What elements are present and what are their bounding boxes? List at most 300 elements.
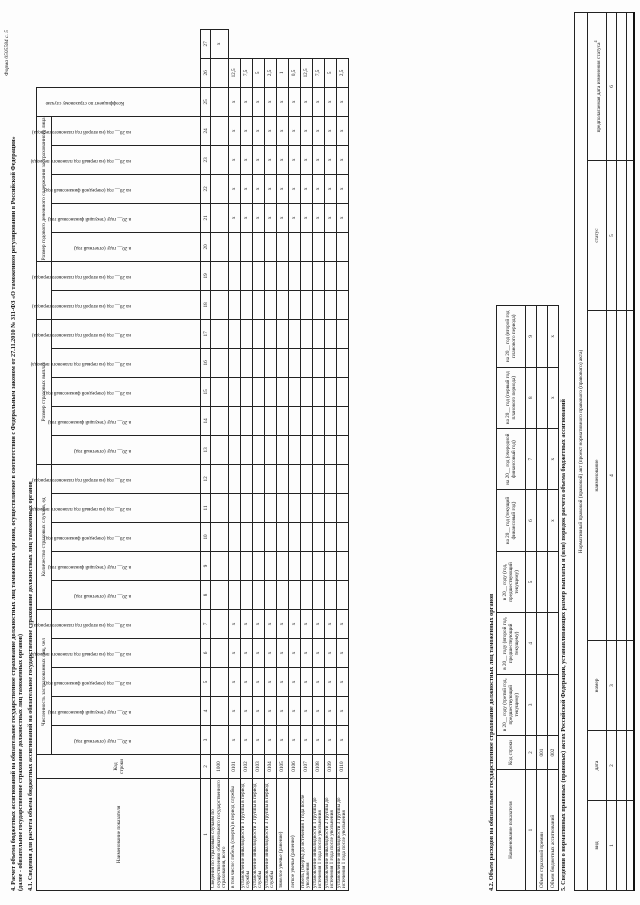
column-number: 1 (526, 770, 537, 891)
data-cell[interactable] (336, 232, 348, 261)
data-cell[interactable] (300, 319, 312, 348)
data-cell: x (336, 697, 348, 726)
data-cell[interactable] (211, 203, 229, 232)
data-cell: x (336, 87, 348, 116)
data-cell: x (252, 697, 264, 726)
data-cell[interactable] (336, 464, 348, 493)
data-cell[interactable] (300, 261, 312, 290)
data-cell: x (300, 726, 312, 755)
data-cell[interactable] (240, 580, 252, 609)
data-cell[interactable] (288, 493, 300, 522)
data-cell[interactable] (228, 580, 240, 609)
data-cell[interactable] (264, 406, 276, 435)
data-cell: x (252, 668, 264, 697)
data-cell: x (300, 174, 312, 203)
data-cell[interactable] (548, 551, 559, 612)
column-number: 8 (201, 580, 211, 609)
data-cell: x (276, 203, 288, 232)
column-number: 4 (526, 613, 537, 674)
data-cell[interactable] (240, 522, 252, 551)
data-cell: x (288, 697, 300, 726)
data-cell[interactable] (211, 145, 229, 174)
data-cell[interactable] (211, 116, 229, 145)
data-cell[interactable] (312, 377, 324, 406)
data-cell[interactable] (252, 464, 264, 493)
col-header: наименование (588, 311, 607, 641)
data-cell: x (288, 668, 300, 697)
column-number: 4 (607, 311, 617, 641)
data-cell[interactable] (324, 435, 336, 464)
data-cell[interactable] (276, 377, 288, 406)
sub-header-cell: на 20__ год (очередной финансовый год) (52, 174, 201, 203)
data-cell[interactable] (300, 435, 312, 464)
data-cell[interactable] (324, 464, 336, 493)
data-cell[interactable] (252, 551, 264, 580)
data-cell[interactable] (288, 319, 300, 348)
data-cell[interactable] (228, 435, 240, 464)
column-number: 14 (201, 406, 211, 435)
sub-header-cell: на 20__ год (на второй год планового периода) (52, 261, 201, 290)
data-cell[interactable] (312, 406, 324, 435)
data-cell: x (240, 203, 252, 232)
col-header-year: на 20__ год (очередной финансовый год) (497, 428, 526, 489)
data-cell[interactable] (240, 435, 252, 464)
data-cell[interactable] (324, 377, 336, 406)
column-number: 8 (526, 367, 537, 428)
data-cell: x (324, 609, 336, 638)
row-code: 0102 (240, 755, 252, 779)
data-cell[interactable] (264, 290, 276, 319)
data-cell[interactable] (324, 290, 336, 319)
data-cell[interactable] (211, 232, 229, 261)
table-row (336, 12, 348, 890)
data-cell[interactable] (336, 493, 348, 522)
col-header-year: в 20__ году (третий год, предшествующий текущему) (497, 674, 526, 735)
sub-header-cell: на 20__ год (на второй год планового периода) (52, 319, 201, 348)
data-cell[interactable] (211, 609, 229, 638)
data-cell[interactable] (211, 406, 229, 435)
col-header-year: на 20__ год (текущий финансовый год) (497, 490, 526, 551)
data-cell: x (288, 145, 300, 174)
data-cell[interactable] (264, 319, 276, 348)
data-cell[interactable] (211, 58, 229, 87)
data-cell[interactable] (336, 522, 348, 551)
data-cell[interactable] (288, 435, 300, 464)
data-cell[interactable] (324, 261, 336, 290)
data-cell: x (276, 697, 288, 726)
data-cell[interactable] (300, 377, 312, 406)
data-cell[interactable] (548, 613, 559, 674)
data-cell[interactable] (276, 406, 288, 435)
data-cell[interactable] (324, 232, 336, 261)
data-cell[interactable] (264, 464, 276, 493)
sub-header-cell: на 20__ год (на второй год планового периода) (52, 290, 201, 319)
data-cell[interactable] (211, 348, 229, 377)
data-cell: x (312, 668, 324, 697)
data-cell: x (336, 116, 348, 145)
data-cell[interactable] (276, 348, 288, 377)
data-cell[interactable] (264, 580, 276, 609)
data-cell: x (336, 174, 348, 203)
data-cell: x (211, 29, 229, 58)
column-number: 5 (607, 161, 617, 311)
sub-header-cell: в 20__ году (отчетный год) (52, 435, 201, 464)
data-cell[interactable] (537, 428, 548, 489)
column-number: 16 (201, 348, 211, 377)
data-cell: x (324, 87, 336, 116)
data-cell[interactable] (336, 377, 348, 406)
data-cell[interactable] (240, 232, 252, 261)
data-cell[interactable] (228, 232, 240, 261)
data-cell[interactable] (240, 290, 252, 319)
table-row (300, 12, 312, 890)
data-cell[interactable] (288, 290, 300, 319)
data-cell: x (264, 726, 276, 755)
data-cell[interactable] (288, 406, 300, 435)
data-cell[interactable] (252, 522, 264, 551)
data-cell[interactable] (312, 232, 324, 261)
data-cell[interactable] (276, 319, 288, 348)
act-status-cell[interactable] (617, 161, 627, 311)
act-number-cell[interactable] (617, 641, 627, 731)
data-cell: x (548, 490, 559, 551)
data-cell[interactable] (336, 435, 348, 464)
data-cell[interactable] (312, 522, 324, 551)
data-cell[interactable] (537, 306, 548, 368)
data-cell: x (252, 609, 264, 638)
data-cell: x (312, 609, 324, 638)
data-cell[interactable] (288, 551, 300, 580)
data-cell: x (276, 145, 288, 174)
data-cell: x (264, 145, 276, 174)
data-cell: 5 (252, 58, 264, 87)
column-number: 5 (201, 668, 211, 697)
data-cell[interactable] (336, 348, 348, 377)
column-number: 2 (607, 731, 617, 801)
data-cell[interactable] (288, 464, 300, 493)
data-cell[interactable] (264, 348, 276, 377)
data-cell[interactable] (228, 348, 240, 377)
row-code: 0104 (264, 755, 276, 779)
col-header-code: Код строки (497, 735, 526, 769)
data-cell[interactable] (228, 290, 240, 319)
data-cell[interactable] (240, 493, 252, 522)
data-cell[interactable] (537, 490, 548, 551)
column-number: 11 (201, 493, 211, 522)
data-cell: x (324, 668, 336, 697)
data-cell[interactable] (312, 348, 324, 377)
data-cell: x (312, 87, 324, 116)
data-cell[interactable] (324, 551, 336, 580)
data-cell: 5 (324, 58, 336, 87)
row-code: 002 (548, 735, 559, 769)
data-cell: x (240, 174, 252, 203)
column-number: 4 (201, 697, 211, 726)
data-cell[interactable] (252, 580, 264, 609)
data-cell: x (276, 116, 288, 145)
data-cell[interactable] (211, 435, 229, 464)
sub-header-cell: на 20__ год (на первый год планового периода) (52, 493, 201, 522)
data-cell[interactable] (252, 493, 264, 522)
col-header: вид (588, 801, 607, 891)
data-cell[interactable] (252, 406, 264, 435)
data-cell[interactable] (300, 348, 312, 377)
data-cell[interactable] (211, 580, 229, 609)
data-cell[interactable] (264, 435, 276, 464)
data-cell[interactable] (300, 232, 312, 261)
column-number-row (526, 306, 537, 891)
data-cell: 1 (276, 58, 288, 87)
data-cell[interactable] (324, 493, 336, 522)
col-header: предполагаемая дата изменения статуса$^4$ (588, 12, 607, 160)
row-name: Объем страховой премии (537, 770, 548, 891)
column-number: 7 (526, 428, 537, 489)
data-cell[interactable] (336, 580, 348, 609)
data-cell[interactable] (276, 232, 288, 261)
data-cell[interactable] (228, 377, 240, 406)
data-cell[interactable] (300, 580, 312, 609)
data-cell[interactable] (300, 493, 312, 522)
row-code: 0103 (252, 755, 264, 779)
column-number: 3 (607, 641, 617, 731)
data-cell: x (276, 87, 288, 116)
section-4-2-title: 4.2. Объем расходов на обязательное государственное страхование должностных лиц таможенных органов (488, 593, 495, 891)
data-cell[interactable] (537, 674, 548, 735)
row-name: Сведения по страховым случаям по осуществлению обязательного государственного страхования, всего (211, 779, 229, 891)
data-cell[interactable] (537, 613, 548, 674)
data-cell[interactable] (211, 551, 229, 580)
data-cell[interactable] (240, 406, 252, 435)
data-cell[interactable] (252, 435, 264, 464)
data-cell[interactable] (240, 261, 252, 290)
data-cell[interactable] (312, 319, 324, 348)
data-cell: x (228, 116, 240, 145)
row-name: в том числе: гибель (смерть) в период службы (228, 779, 240, 891)
data-cell[interactable] (211, 464, 229, 493)
data-cell: x (300, 145, 312, 174)
group-act: Нормативный правовой (правовой) акт (проект нормативного правового (правового) акта) (575, 12, 588, 890)
table-row (276, 12, 288, 890)
data-cell: x (312, 697, 324, 726)
data-cell[interactable] (240, 348, 252, 377)
data-cell[interactable] (228, 319, 240, 348)
data-cell[interactable] (211, 87, 229, 116)
data-cell[interactable] (312, 261, 324, 290)
data-cell[interactable] (240, 551, 252, 580)
data-cell[interactable] (336, 290, 348, 319)
data-cell[interactable] (211, 493, 229, 522)
data-cell[interactable] (548, 674, 559, 735)
data-cell[interactable] (228, 464, 240, 493)
act-date-cell[interactable] (617, 731, 627, 801)
data-cell[interactable] (276, 464, 288, 493)
data-cell[interactable] (264, 522, 276, 551)
data-cell[interactable] (300, 464, 312, 493)
data-cell[interactable] (537, 367, 548, 428)
data-cell[interactable] (228, 551, 240, 580)
col-header-coef: Коэффициент по страховому случаю (37, 87, 201, 116)
data-cell[interactable] (312, 551, 324, 580)
sub-header-cell: на 20__ год (очередной финансовый год) (52, 668, 201, 697)
data-cell[interactable] (276, 580, 288, 609)
column-number: 3 (201, 726, 211, 755)
data-cell[interactable] (312, 580, 324, 609)
data-cell: x (228, 668, 240, 697)
data-cell: x (228, 609, 240, 638)
act-name-cell[interactable] (617, 311, 627, 641)
data-cell: x (240, 609, 252, 638)
data-cell: x (252, 145, 264, 174)
row-name: установление инвалидности 1 группы до истечения 1 года после увольнения (312, 779, 324, 891)
data-cell[interactable] (240, 464, 252, 493)
data-cell[interactable] (228, 522, 240, 551)
column-number-row (607, 12, 617, 890)
data-cell[interactable] (252, 319, 264, 348)
data-cell[interactable] (211, 319, 229, 348)
data-cell[interactable] (336, 551, 348, 580)
data-cell[interactable] (228, 493, 240, 522)
data-cell: x (264, 174, 276, 203)
data-cell[interactable] (252, 377, 264, 406)
col-header-code: Код строки (37, 755, 201, 779)
data-cell[interactable] (228, 261, 240, 290)
data-cell[interactable] (211, 522, 229, 551)
data-cell: x (276, 174, 288, 203)
data-cell[interactable] (537, 551, 548, 612)
data-cell: x (228, 145, 240, 174)
data-cell[interactable] (211, 377, 229, 406)
data-cell[interactable] (288, 522, 300, 551)
data-cell[interactable] (300, 290, 312, 319)
column-number: 21 (201, 203, 211, 232)
data-cell[interactable] (336, 319, 348, 348)
data-cell[interactable] (276, 435, 288, 464)
data-cell[interactable] (240, 319, 252, 348)
column-number: 2 (526, 735, 537, 769)
data-cell[interactable] (300, 551, 312, 580)
data-cell: x (240, 668, 252, 697)
data-cell[interactable] (300, 406, 312, 435)
data-cell[interactable] (211, 639, 229, 668)
data-cell: x (336, 609, 348, 638)
data-cell[interactable] (264, 261, 276, 290)
table-row (324, 12, 336, 890)
data-cell[interactable] (288, 232, 300, 261)
data-cell[interactable] (324, 522, 336, 551)
row-code: 001 (537, 735, 548, 769)
table-4-2 (496, 305, 559, 891)
data-cell: x (264, 203, 276, 232)
data-cell[interactable] (336, 406, 348, 435)
data-cell: x (288, 116, 300, 145)
data-cell[interactable] (276, 522, 288, 551)
data-cell[interactable] (276, 493, 288, 522)
act-type-cell[interactable] (617, 801, 627, 891)
data-cell: x (252, 87, 264, 116)
data-cell[interactable] (211, 290, 229, 319)
data-cell[interactable] (228, 406, 240, 435)
data-cell: x (300, 87, 312, 116)
data-cell[interactable] (288, 261, 300, 290)
data-cell: x (312, 726, 324, 755)
data-cell: x (276, 726, 288, 755)
column-number: 12 (201, 464, 211, 493)
data-cell[interactable] (211, 668, 229, 697)
data-cell: x (240, 639, 252, 668)
data-cell[interactable] (252, 232, 264, 261)
data-cell[interactable] (312, 435, 324, 464)
data-cell[interactable] (252, 290, 264, 319)
data-cell[interactable] (211, 726, 229, 755)
row-code: 0105 (276, 755, 288, 779)
data-cell: x (300, 668, 312, 697)
data-cell[interactable] (288, 377, 300, 406)
data-cell: x (324, 116, 336, 145)
row-code: 1000 (211, 755, 229, 779)
data-cell: x (288, 609, 300, 638)
column-number: 6 (526, 490, 537, 551)
column-number: 5 (526, 551, 537, 612)
data-cell: x (300, 639, 312, 668)
table-row (228, 12, 240, 890)
data-cell[interactable] (336, 261, 348, 290)
col-header-year: на 20__ год (первый год планового периода) (497, 367, 526, 428)
data-cell[interactable] (276, 551, 288, 580)
sub-header-cell: в 20__ году (текущий финансовый год) (52, 551, 201, 580)
data-cell: x (324, 697, 336, 726)
data-cell[interactable] (240, 377, 252, 406)
data-cell[interactable] (211, 697, 229, 726)
data-cell: x (300, 116, 312, 145)
data-cell[interactable] (312, 290, 324, 319)
act-status-date-cell[interactable] (617, 12, 627, 160)
data-cell: x (252, 639, 264, 668)
col-header: дата (588, 731, 607, 801)
section-4-title: 4. Расчет объема бюджетных ассигнований на обязательное государственное страхование должностных лиц таможенных органов, осуществляемое в соответствии с Федеральным законом от 27.11.2010 № 311-ФЗ «О таможенном регулировании в Российской Федерации» (далее - обязательное государственное страхование должностных лиц таможенных органов) (10, 136, 24, 891)
data-cell[interactable] (211, 174, 229, 203)
data-cell[interactable] (324, 580, 336, 609)
data-cell[interactable] (264, 232, 276, 261)
data-cell[interactable] (288, 348, 300, 377)
col-header-name: Наименование показателя (497, 770, 526, 891)
column-number: 19 (201, 261, 211, 290)
sub-header-cell: на 20__ год (на второй год планового периода) (52, 609, 201, 638)
data-cell: 12,5 (228, 58, 240, 87)
data-cell[interactable] (324, 319, 336, 348)
data-cell[interactable] (211, 261, 229, 290)
data-cell: x (276, 609, 288, 638)
data-cell[interactable] (252, 261, 264, 290)
col-header: номер (588, 641, 607, 731)
data-cell[interactable] (276, 261, 288, 290)
data-cell[interactable] (324, 348, 336, 377)
table-row (288, 12, 300, 890)
row-name: легкое увечье (ранение) (288, 779, 300, 891)
data-cell[interactable] (312, 493, 324, 522)
data-cell: 12,5 (300, 58, 312, 87)
data-cell[interactable] (264, 377, 276, 406)
data-cell[interactable] (276, 290, 288, 319)
data-cell[interactable] (252, 348, 264, 377)
data-cell[interactable] (324, 406, 336, 435)
data-cell[interactable] (300, 522, 312, 551)
data-cell[interactable] (264, 551, 276, 580)
data-cell[interactable] (312, 464, 324, 493)
row-code: 0107 (300, 755, 312, 779)
col-header-year: на 20__ год (второй год планового периода) (497, 306, 526, 368)
data-cell[interactable] (264, 493, 276, 522)
data-cell[interactable] (288, 580, 300, 609)
